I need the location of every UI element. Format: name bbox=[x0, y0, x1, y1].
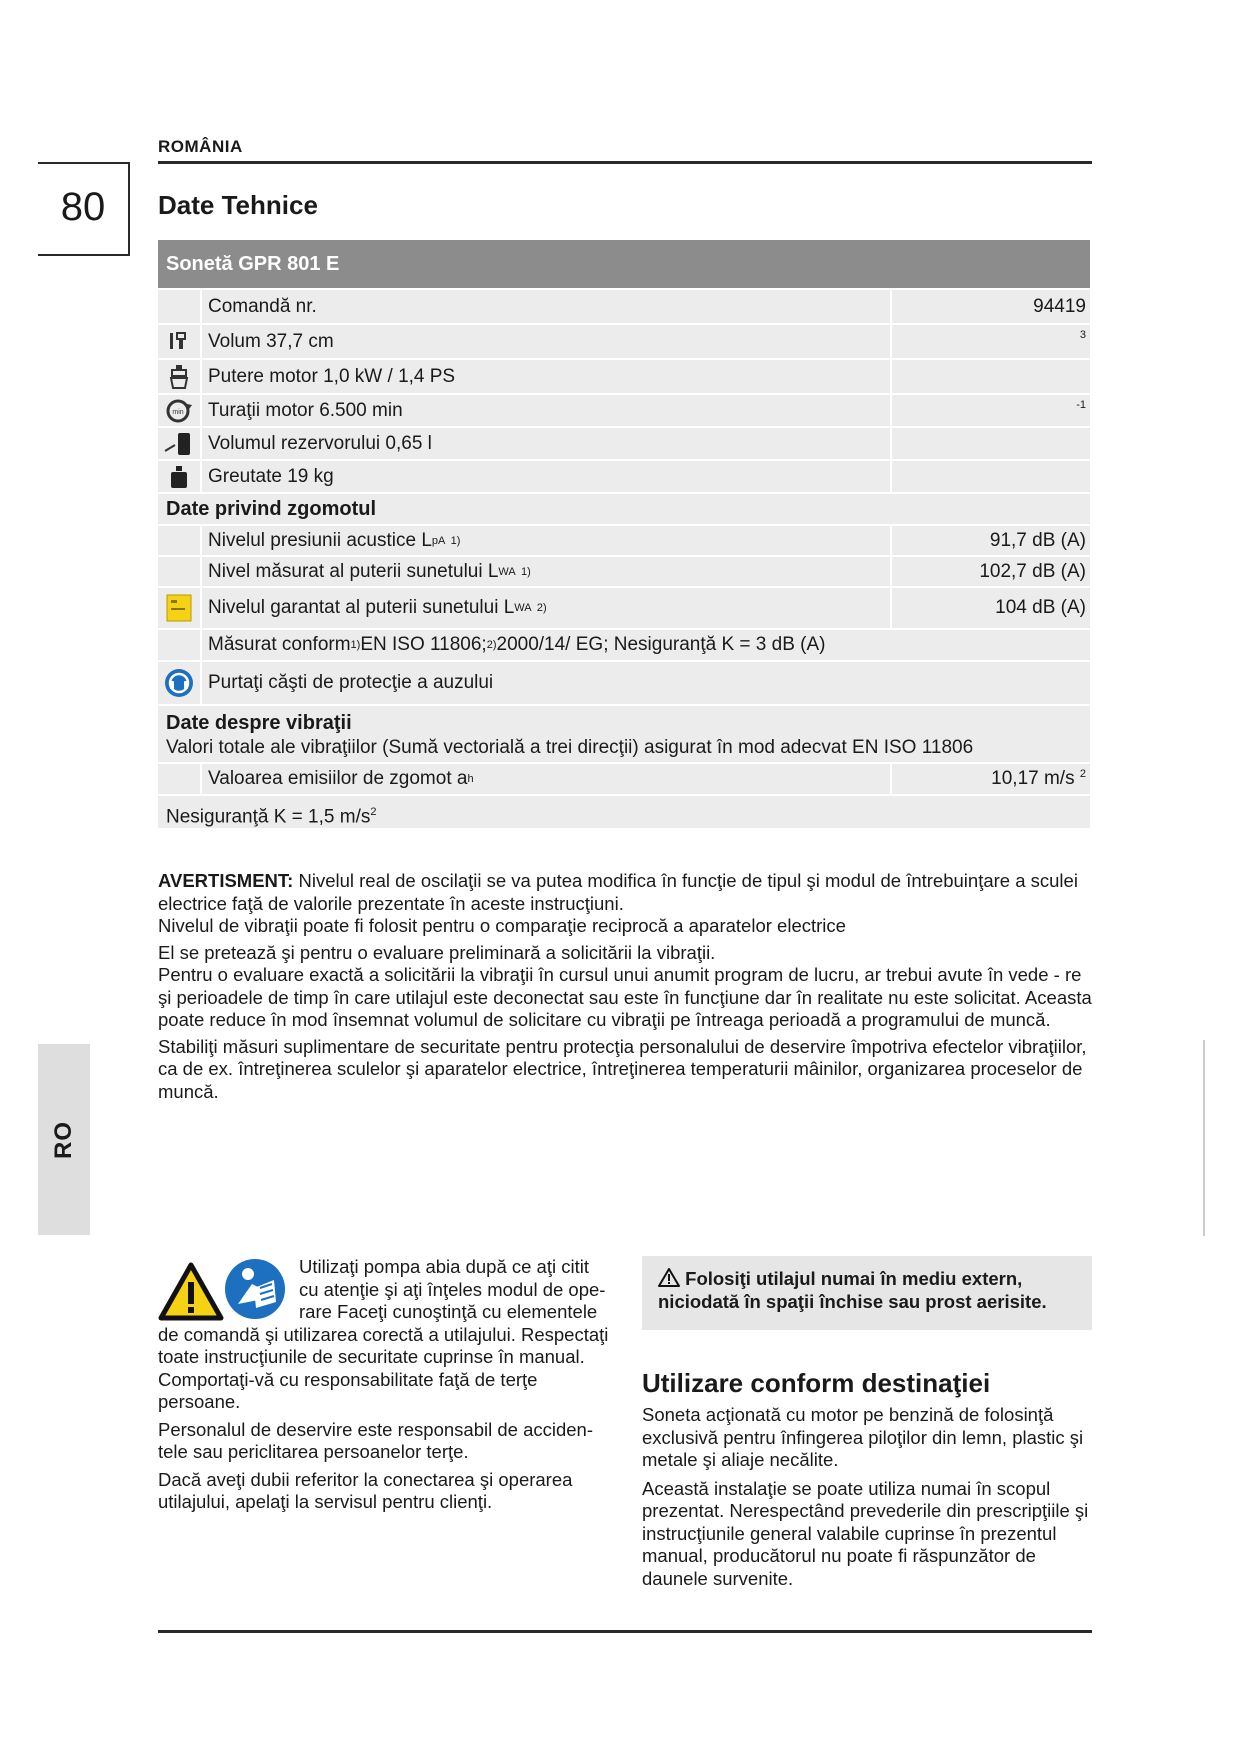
table-row bbox=[158, 360, 1090, 393]
warning-label: AVERTISMENT: bbox=[158, 870, 294, 891]
vibration-emission-label bbox=[202, 764, 890, 794]
noise-guaranteed-sup: 2) bbox=[536, 602, 547, 614]
weight-label: Greutate 19 kg bbox=[202, 461, 890, 492]
safety-paragraph-1: de comandă şi utilizarea corectă a utilajului. Respectaţi toate instrucţiunile de securitate cuprinse în manual. Comportaţi-vă cu responsabilitate faţă de terţe persoane. bbox=[158, 1323, 609, 1412]
noise-measured-label bbox=[202, 557, 890, 586]
warning-paragraph-2: Nivelul de vibraţii poate fi folosit pentru o comparaţie reciprocă a aparatelor electrice bbox=[158, 915, 846, 936]
volume-sup: 3 bbox=[1079, 329, 1086, 341]
empty-icon-cell bbox=[158, 290, 200, 323]
noise-guaranteed-sub: WA bbox=[514, 602, 532, 614]
top-divider bbox=[158, 161, 1092, 164]
language-side-tab bbox=[38, 1044, 90, 1235]
noise-measured-value: 102,7 dB (A) bbox=[892, 557, 1090, 586]
warning-icon bbox=[658, 1268, 680, 1287]
measured-text-c: 2000/14/ EG; Nesiguranţă K = 3 dB (A) bbox=[496, 634, 826, 655]
measured-sup-2: 2) bbox=[486, 639, 497, 651]
vibration-uncertainty bbox=[158, 796, 1090, 828]
outdoor-use-notice bbox=[642, 1256, 1092, 1330]
empty-icon-cell bbox=[158, 630, 200, 660]
table-row bbox=[158, 630, 1090, 660]
intended-use-paragraph-1: Soneta acţionată cu motor pe benzină de folosinţă exclusivă pentru înfingerea piloţilor din lemn, plastic şi metale şi aliaje necălite. bbox=[642, 1404, 1084, 1470]
noise-guaranteed-text: Nivelul garantat al puterii sunetului L bbox=[208, 597, 515, 618]
warning-text-1: Nivelul real de oscilaţii se va putea modifica în funcţie de tipul şi modul de întrebuinţare a sculei electrice faţă de valorile prezentate în aceste instrucţiuni. bbox=[158, 870, 1078, 914]
measured-text-a: Măsurat conform bbox=[208, 634, 351, 655]
safety-head-text: Utilizaţi pompa abia după ce aţi citit cu atenţie şi aţi înţeles modul de ope- rare Faceţi cunoştinţă cu elementele bbox=[299, 1256, 606, 1322]
noise-pressure-text: Nivelul presiunii acustice L bbox=[208, 529, 432, 551]
noise-pressure-value: 91,7 dB (A) bbox=[892, 526, 1090, 555]
vibration-section bbox=[158, 706, 1090, 762]
power-label: Putere motor 1,0 kW / 1,4 PS bbox=[202, 360, 890, 393]
empty-icon-cell bbox=[158, 557, 200, 586]
table-row bbox=[158, 325, 1090, 358]
page-title: Date Tehnice bbox=[158, 190, 318, 220]
warning-paragraph-1 bbox=[158, 870, 1092, 915]
safety-instructions bbox=[158, 1256, 613, 1514]
vibration-uncertainty-sup: 2 bbox=[370, 806, 377, 818]
table-row bbox=[158, 428, 1090, 459]
rpm-sup: -1 bbox=[1076, 399, 1086, 411]
svg-text:min: min bbox=[172, 408, 184, 416]
power-value-cell bbox=[892, 360, 1090, 393]
table-row bbox=[158, 395, 1090, 426]
intended-use-paragraph-2: Această instalaţie se poate utiliza numai în scopul prezentat. Nerespectând prevederile din prescripţiile şi instrucţiunile general valabile cuprinse în prezentul manual, producătorul nu poate fi răspunzător de daunele survenite. bbox=[642, 1477, 1089, 1589]
order-value: 94419 bbox=[892, 290, 1090, 323]
ear-protection-icon bbox=[158, 662, 200, 704]
warning-paragraph-4: Pentru o evaluare exactă a solicitării la vibraţii în cursul unui anumit program de lucru, ar trebui avute în vede - re şi perioadele de timp în care utilajul este deconectat sau este în funcţiune dar în realitate nu este solicitat. Aceasta poate reduce în mod însemnat volumul de solicitare cu vibraţii pe întreaga perioadă a programului de muncă. bbox=[158, 964, 1092, 1030]
intended-use-title: Utilizare conform destinaţiei bbox=[642, 1368, 991, 1398]
vibration-emission-sub: h bbox=[467, 773, 474, 785]
noise-label-sticker-icon bbox=[158, 588, 200, 628]
table-row bbox=[158, 526, 1090, 555]
measured-text-b: EN ISO 11806; bbox=[360, 634, 487, 655]
table-row bbox=[158, 557, 1090, 586]
page-number: 80 bbox=[60, 185, 106, 229]
language-tab-label: RO bbox=[50, 1120, 77, 1159]
rpm-icon bbox=[158, 395, 200, 426]
spec-table-header: Sonetă GPR 801 E bbox=[158, 240, 1090, 288]
vibration-emission-text: Valoarea emisiilor de zgomot a bbox=[208, 768, 468, 789]
warning-paragraph-3: El se pretează şi pentru o evaluare preliminară a solicitării la vibraţii. bbox=[158, 941, 716, 963]
engine-icon bbox=[158, 360, 200, 393]
vibration-total-text: Valori totale ale vibraţiilor (Sumă vectorială a trei direcţii) asigurat în mod adecvat EN ISO 11806 bbox=[166, 737, 974, 758]
noise-measured-text: Nivel măsurat al puterii sunetului L bbox=[208, 560, 499, 582]
spec-table bbox=[158, 240, 1090, 830]
safety-paragraph-3: Dacă aveţi dubii referitor la conectarea şi operarea utilajului, apelaţi la servisul pentru clienţi. bbox=[158, 1468, 573, 1512]
country-label: ROMÂNIA bbox=[158, 137, 243, 156]
noise-measured-sub: WA bbox=[498, 565, 516, 578]
rpm-label: Turaţii motor 6.500 min bbox=[202, 395, 890, 426]
table-row bbox=[158, 662, 1090, 704]
weight-icon bbox=[158, 461, 200, 492]
intended-use-text bbox=[642, 1404, 1092, 1590]
measured-sup-1: 1) bbox=[350, 639, 361, 651]
displacement-icon bbox=[158, 325, 200, 358]
noise-section-title: Date privind zgomotul bbox=[158, 494, 1090, 524]
bottom-divider bbox=[158, 1630, 1092, 1633]
weight-value-cell bbox=[892, 461, 1090, 492]
fuel-tank-icon bbox=[158, 428, 200, 459]
table-row bbox=[158, 764, 1090, 794]
noise-pressure-sub: pA bbox=[431, 534, 446, 547]
volume-unit-cell bbox=[892, 325, 1090, 358]
vibration-emission-value-cell bbox=[892, 764, 1090, 794]
ear-protection-label: Purtaţi căşti de protecţie a auzului bbox=[202, 662, 1090, 704]
vibration-emission-value: 10,17 m/s bbox=[991, 768, 1075, 789]
noise-pressure-sup: 1) bbox=[450, 534, 461, 547]
order-label: Comandă nr. bbox=[202, 290, 890, 323]
notice-text: Folosiţi utilajul numai în mediu extern, niciodată în spaţii închise sau prost aerisite. bbox=[658, 1268, 1047, 1312]
vibration-uncertainty-text: Nesiguranţă K = 1,5 m/s bbox=[166, 806, 371, 828]
volume-label: Volum 37,7 cm bbox=[202, 325, 890, 358]
vibration-emission-sup: 2 bbox=[1079, 768, 1086, 780]
noise-guaranteed-label bbox=[202, 588, 890, 628]
noise-measured-sup: 1) bbox=[521, 565, 531, 578]
safety-icons bbox=[158, 1256, 293, 1322]
table-row bbox=[158, 461, 1090, 492]
table-row bbox=[158, 588, 1090, 628]
right-margin-mark bbox=[1203, 1040, 1205, 1236]
empty-icon-cell bbox=[158, 526, 200, 555]
tank-label: Volumul rezervorului 0,65 l bbox=[202, 428, 890, 459]
tank-value-cell bbox=[892, 428, 1090, 459]
warning-triangle-icon bbox=[158, 1262, 224, 1322]
safety-head bbox=[158, 1256, 613, 1324]
warning-block bbox=[158, 870, 1092, 1103]
empty-icon-cell bbox=[158, 764, 200, 794]
vibration-section-title: Date despre vibraţii bbox=[166, 712, 352, 734]
table-row bbox=[158, 290, 1090, 323]
noise-guaranteed-value: 104 dB (A) bbox=[892, 588, 1090, 628]
measured-standard-label bbox=[202, 630, 1090, 660]
noise-pressure-label bbox=[202, 526, 890, 555]
rpm-unit-cell bbox=[892, 395, 1090, 426]
warning-paragraph-5: Stabiliţi măsuri suplimentare de securitate pentru protecţia personalului de deservire împotriva efectelor vibraţiilor, ca de ex. întreţinerea sculelor şi aparatelor electrice, întreţinerea temperaturii mâinilor, organizarea proceselor de muncă. bbox=[158, 1035, 1087, 1102]
read-manual-icon bbox=[224, 1258, 286, 1320]
safety-paragraph-2: Personalul de deservire este responsabil de acciden- tele sau periclitarea persoanelor terţe. bbox=[158, 1418, 594, 1462]
